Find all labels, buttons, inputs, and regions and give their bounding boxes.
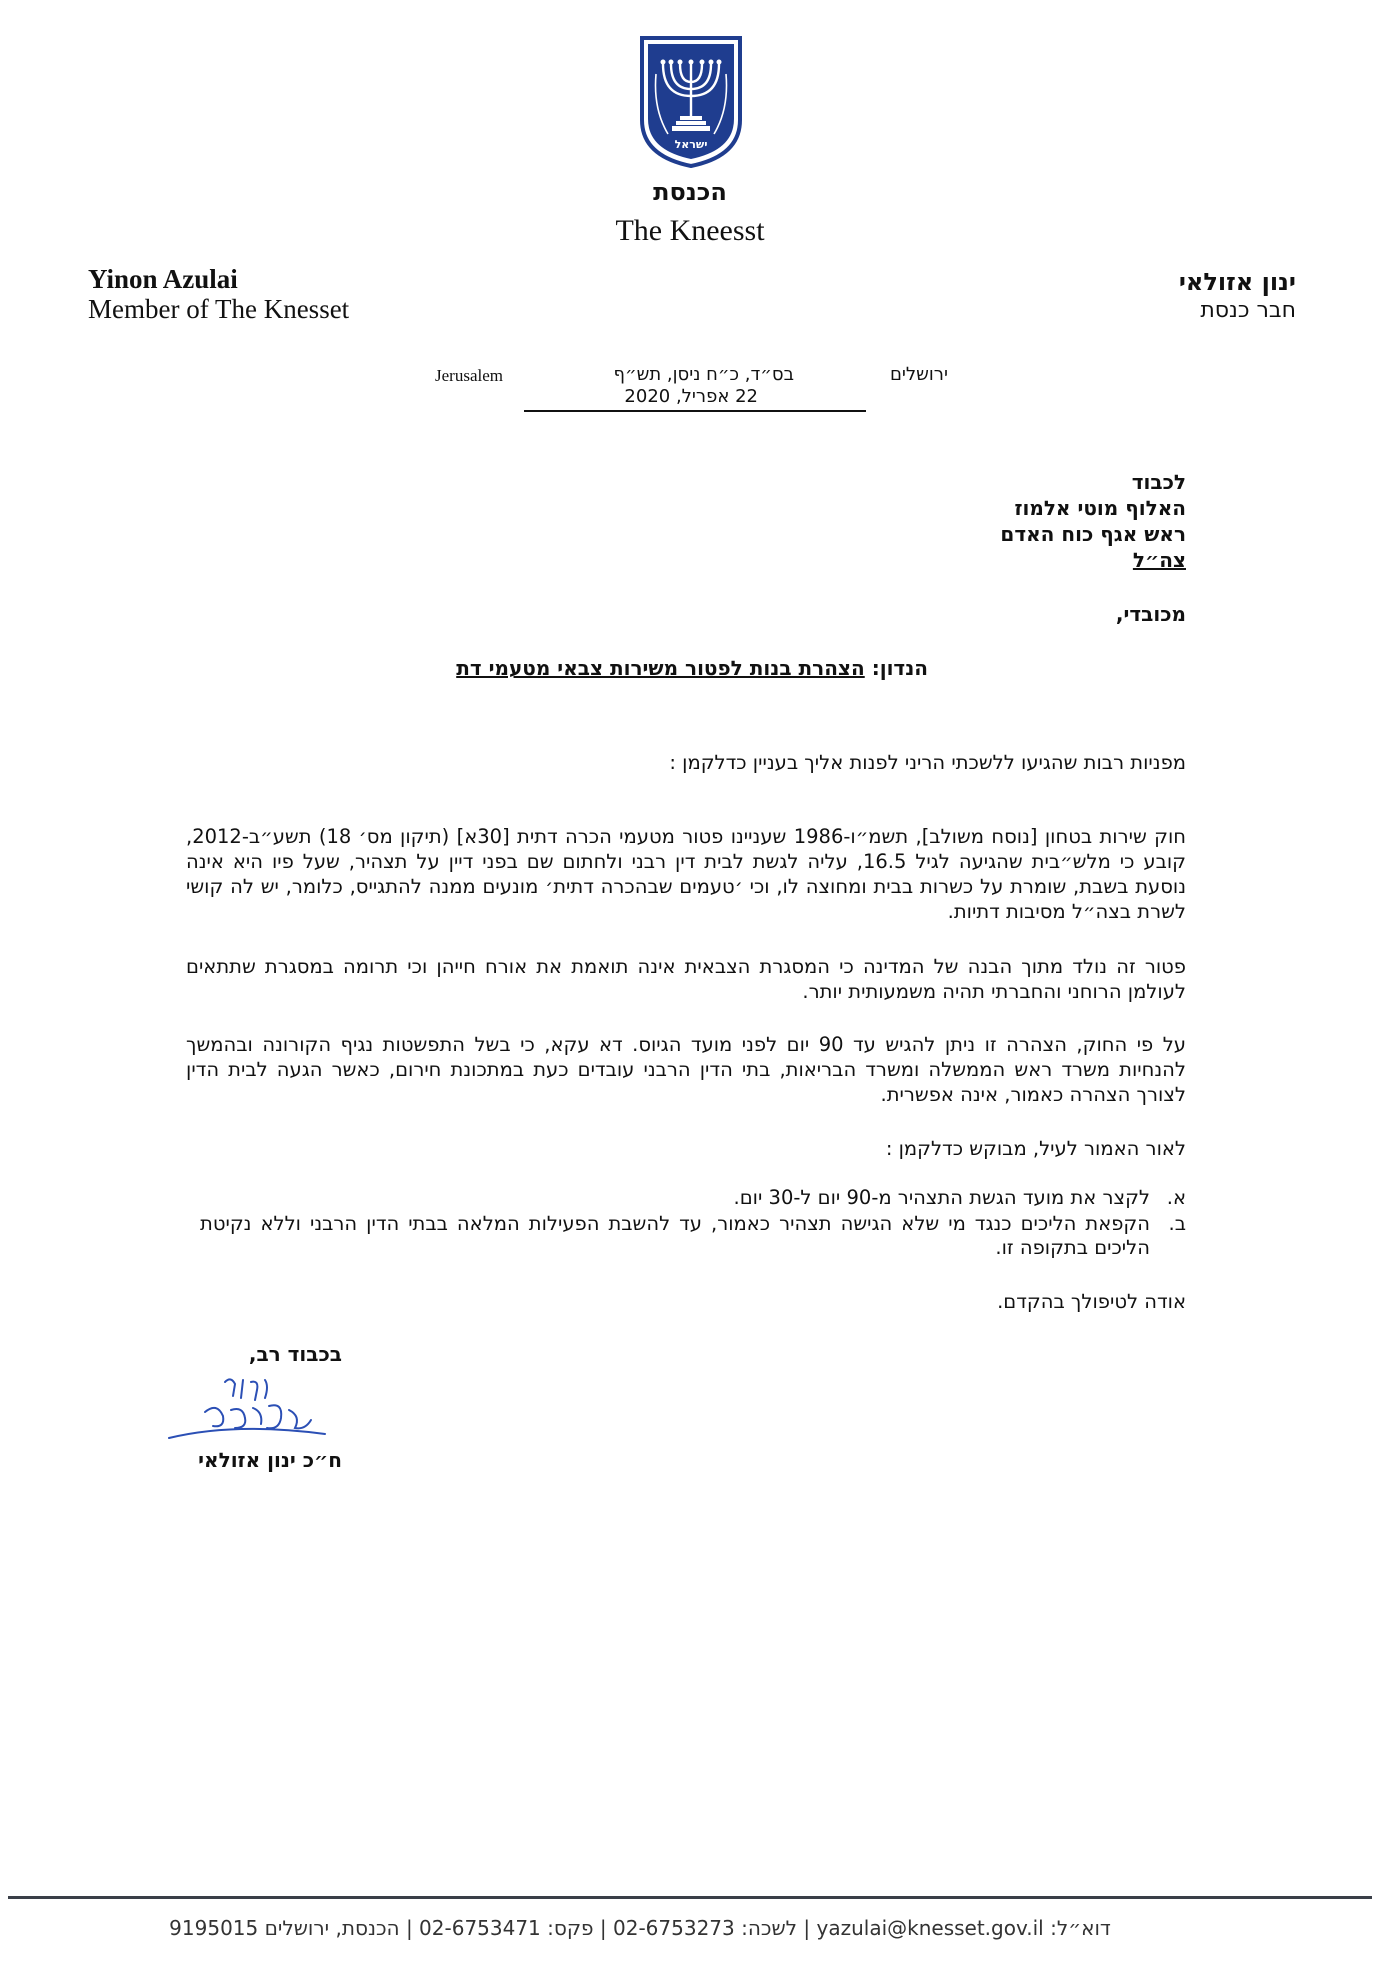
mk-name-english: Yinon Azulai (88, 264, 238, 294)
list-item-text: לקצר את מועד הגשת התצהיר מ-90 יום ל-30 יום. (733, 1186, 1150, 1209)
knesset-title-english: The Kneesst (615, 214, 765, 247)
body-paragraph: חוק שירות בטחון [נוסח משולב], תשמ״ו-1986 שעניינו פטור מטעמי הכרה דתית [30א] (תיקון מס׳ 18) תשע״ב-2012, קובע כי מלש״בית שהגיעה לגיל 16.5, עליה לגשת לבית דין רבני ולחתום שם בפני דיין על תצהיר, שעל פיו היא אינה נוסעת בשבת, שומרת על כשרות בבית ומחוצה לו, וכי ׳טעמים שבהכרה דתית׳ מונעים ממנה להתגייס, כלומר, יש לה קושי לשרת בצה״ל מסיבות דתיות. (186, 825, 1187, 923)
closing-line: אודה לטיפולך בהקדם. (997, 1290, 1186, 1313)
subject-text: הצהרת בנות לפטור משירות צבאי מטעמי דת (456, 656, 865, 680)
body-paragraph: לאור האמור לעיל, מבוקש כדלקמן : (885, 1137, 1186, 1160)
body-paragraph: פטור זה נולד מתוך הבנה של המדינה כי המסגרת הצבאית אינה תואמת את אורח חייהן וכי תרומה במסגרת שתתאים לעולמן הרוחני והחברתי תהיה משמעותית יותר. (186, 955, 1186, 1003)
handwritten-signature-icon (165, 1372, 335, 1452)
mk-name-hebrew: ינון אזולאי (1178, 268, 1296, 296)
mk-title-hebrew: חבר כנסת (1200, 298, 1296, 323)
list-item (186, 1186, 1186, 1210)
knesset-title-hebrew: הכנסת (653, 178, 727, 206)
gregorian-date: 22 אפריל, 2020 (624, 386, 758, 407)
dateline-rule (524, 410, 866, 412)
subject-label: הנדון: (871, 656, 928, 680)
footer-contact: דוא״ל: yazulai@knesset.gov.il | לשכה: 02-6753273 | פקס: 02-6753471 | הכנסת, ירושלים 9195015 (169, 1916, 1111, 1940)
footer-rule (8, 1896, 1372, 1899)
city-english: Jerusalem (435, 366, 503, 385)
subject-line (456, 656, 928, 680)
city-hebrew: ירושלים (889, 364, 948, 385)
recipient-line: האלוף מוטי אלמוז (1014, 496, 1186, 520)
recipient-line: צה״ל (1132, 548, 1186, 572)
recipient-line: לכבוד (1131, 470, 1186, 494)
list-marker: א. (1166, 1186, 1186, 1209)
recipient-line: ראש אגף כוח האדם (1000, 522, 1186, 546)
list-item-text: הקפאת הליכים כנגד מי שלא הגישה תצהיר כאמור, עד להשבת הפעילות המלאה בבתי הדין הרבני וללא נקיטת הליכים בתקופה זו. (200, 1212, 1150, 1259)
hebrew-date: בס״ד, כ״ח ניסן, תש״ף (613, 364, 794, 385)
body-paragraph: על פי החוק, הצהרה זו ניתן להגיש עד 90 יום לפני מועד הגיוס. דא עקא, כי בשל התפשטות נגיף הקורונה ובהמשך להנחיות משרד ראש הממשלה ומשרד הבריאות, בתי הדין הרבני עובדים כעת במתכונת חירום, כאשר הגעה לבית הדין לצורך הצהרה כאמור, אינה אפשרית. (186, 1033, 1186, 1106)
knesset-emblem-icon (636, 34, 746, 170)
emblem-text: ישראל (674, 138, 708, 151)
list-item (186, 1212, 1186, 1260)
signatory-name: ח״כ ינון אזולאי (198, 1448, 342, 1472)
mk-title-english: Member of The Knesset (88, 294, 350, 324)
salutation: מכובדי, (1115, 602, 1186, 626)
list-marker: ב. (1168, 1212, 1186, 1235)
regards: בכבוד רב, (248, 1342, 342, 1366)
body-paragraph: מפניות רבות שהגיעו ללשכתי הריני לפנות אליך בעניין כדלקמן : (669, 751, 1186, 774)
